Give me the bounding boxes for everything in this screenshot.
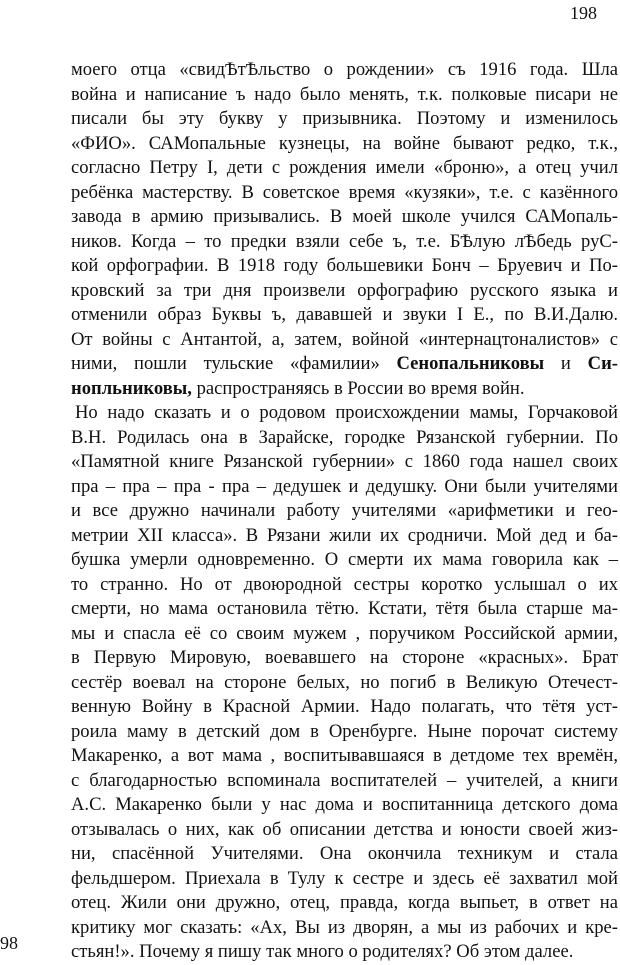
text-line (71, 597, 618, 622)
text-segment: пра – пра – пра - пра – дедушек и дедушку. Они были учителями (71, 475, 618, 497)
text-segment: отзывалась о них, как об описании детства и юности своей жиз- (71, 818, 618, 840)
text-line (71, 720, 618, 745)
text-segment: «Памятной книге Рязанской губернии» с 1860 года нашел своих (71, 451, 618, 472)
text-segment: Но надо сказать и о родовом происхождении мамы, Горчаковой (75, 402, 618, 423)
text-segment: то странно. Но от двоюродной сестры коротко услышал о их (71, 573, 618, 595)
text-segment: ребёнка мастерству. В советское время «кузяки», т.е. с казённого (71, 181, 618, 203)
text-line (71, 83, 618, 108)
page-number-top: 198 (570, 3, 597, 23)
text-line (71, 230, 618, 255)
text-line (71, 744, 618, 769)
text-line (71, 573, 618, 598)
text-line (71, 352, 618, 377)
text-segment: От войны с Антантой, а, затем, войной «интернацтоналистов» с (71, 328, 618, 350)
text-line (71, 401, 618, 426)
text-line (71, 916, 618, 941)
text-line (71, 793, 618, 818)
text-segment: роила маму в детский дом в Оренбурге. Ныне порочат систему (71, 720, 618, 742)
text-segment: и все дружно начинали работу учителями «арифметики и гео- (71, 500, 618, 521)
text-segment: ни, спасённой Учителями. Она окончила техникум и стала (71, 843, 618, 864)
text-line (71, 646, 618, 671)
text-segment: отменили образ Буквы ъ, дававшей и звуки I Е., по В.И.Далю. (71, 304, 618, 325)
text-line (71, 450, 618, 475)
text-line (71, 940, 618, 965)
bold-text-segment: Си- (587, 353, 618, 374)
text-segment: распространяясь в России во время войн. (191, 377, 525, 399)
text-segment: венную Войну в Красной Армии. Надо полагать, что тётя уст- (71, 696, 618, 717)
text-line (71, 279, 618, 304)
text-line (71, 328, 618, 353)
text-line (71, 524, 618, 549)
text-segment: бушка умерли одновременно. О смерти их мама говорила как – (71, 549, 618, 570)
bold-text-segment: нопльниковы, (71, 377, 192, 399)
text-segment: «ФИО». САМопальные кузнецы, на войне бывают редко, т.к., (71, 132, 618, 154)
text-line (71, 377, 618, 402)
text-segment: отец. Жили они дружно, отец, правда, когда выпьет, в ответ на (71, 892, 618, 913)
text-line (71, 132, 618, 157)
page-number-bottom: 98 (0, 933, 18, 953)
text-segment: с благодарностью вспоминала воспитателей – учителей, а книги (71, 769, 618, 791)
text-line (71, 205, 618, 230)
text-line (71, 867, 618, 892)
text-segment: моего отца «свидѢтѢльство о рождении» съ 1916 года. Шла (71, 59, 618, 80)
text-segment: метрии XII класса». В Рязани жили их сродничи. Мой дед и ба- (71, 524, 618, 546)
text-line (71, 671, 618, 696)
text-segment: в Первую Мировую, воевавшего на стороне «красных». Брат (71, 647, 618, 668)
text-segment: А.С. Макаренко были у нас дома и воспитанница детского дома (71, 794, 618, 815)
text-segment: ников. Когда – то предки взяли себе ъ, т.е. БѢлую лѢбедь руС- (71, 230, 618, 252)
text-line (71, 303, 618, 328)
body-text (71, 58, 618, 965)
text-segment: писали бы эту букву у призывника. Поэтому и изменилось (71, 108, 618, 129)
text-line (71, 818, 618, 843)
text-line (71, 622, 618, 647)
text-segment: В.Н. Родилась она в Зарайске, городке Рязанской губернии. По (71, 426, 618, 448)
paragraph (71, 58, 618, 401)
text-segment: ними, пошли тульские «фамилии» (71, 353, 397, 374)
text-line (71, 548, 618, 573)
text-line (71, 156, 618, 181)
text-segment: стьян!». Почему я пишу так много о родителях? Об этом далее. (71, 941, 574, 962)
text-line (71, 499, 618, 524)
text-segment: война и написание ъ надо было менять, т.к. полковые писари не (71, 83, 618, 105)
text-line (71, 181, 618, 206)
text-segment: Макаренко, а вот мама , воспитывавшаяся в детдоме тех времён, (71, 745, 618, 766)
text-line (71, 842, 618, 867)
text-segment: завода в армию призывались. В моей школе учился САМопаль- (71, 206, 618, 227)
text-segment: согласно Петру I, дети с рождения имели «броню», а отец учил (71, 157, 618, 178)
text-line (71, 426, 618, 451)
text-line (71, 475, 618, 500)
text-segment: сестёр воевал на стороне белых, но погиб в Великую Отечест- (71, 671, 618, 693)
text-line (71, 891, 618, 916)
text-line (71, 107, 618, 132)
text-segment: фельдшером. Приехала в Тулу к сестре и здесь её захватил мой (71, 867, 618, 889)
text-segment: кой орфографии. В 1918 году большевики Бонч – Бруевич и По- (71, 255, 618, 276)
bold-text-segment: Сенопальниковы (396, 353, 545, 374)
paragraph (71, 401, 618, 965)
text-line (71, 769, 618, 794)
text-line (71, 695, 618, 720)
text-segment: смерти, но мама остановила тётю. Кстати, тётя была старше ма- (71, 598, 618, 619)
text-segment: кровский за три дня произвели орфографию русского языка и (71, 279, 618, 301)
text-segment: и (544, 353, 588, 374)
text-line (71, 58, 618, 83)
text-segment: мы и спасла её со своим мужем , поручиком Российской армии, (71, 622, 618, 644)
text-line (71, 254, 618, 279)
text-segment: критику мог сказать: «Ах, Вы из дворян, а мы из рабочих и кре- (71, 916, 618, 938)
